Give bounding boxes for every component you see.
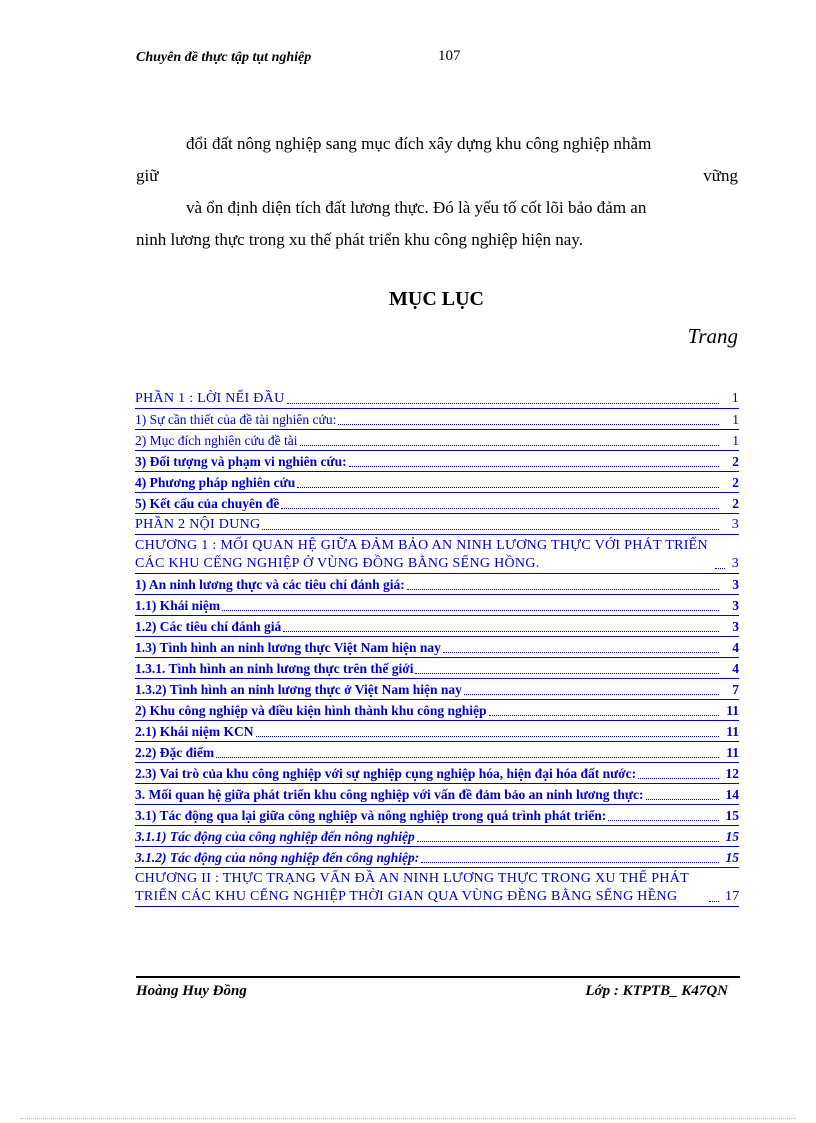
toc-entry-page: 1 <box>731 391 739 406</box>
toc-entry[interactable] <box>135 786 739 805</box>
toc-entry-page: 15 <box>725 829 739 844</box>
table-of-contents <box>135 390 739 909</box>
toc-entry-text: 4) Phương pháp nghiên cứu <box>135 475 296 490</box>
toc-entry[interactable] <box>135 660 739 679</box>
toc-entry-page: 11 <box>726 745 739 760</box>
toc-entry-text: 2.1) Khái niệm KCN <box>135 724 254 739</box>
toc-entry[interactable] <box>135 516 739 535</box>
intro-line-1: đổi đất nông nghiệp sang mục đích xây dựng khu công nghiệp nhằm <box>186 134 652 153</box>
page-edge-divider <box>20 1118 796 1119</box>
toc-leader-dots <box>281 508 719 509</box>
toc-entry-page: 1 <box>732 433 739 448</box>
intro-line-4: ninh lương thực trong xu thế phát triển khu công nghiệp hiện nay. <box>136 230 583 249</box>
toc-entry[interactable] <box>135 618 739 637</box>
toc-leader-dots <box>287 403 720 404</box>
intro-line-2-left: giữ <box>136 166 159 185</box>
header-page-number: 107 <box>438 48 461 64</box>
toc-leader-dots <box>489 715 719 716</box>
toc-entry-text: 3. Mối quan hệ giữa phát triển khu công nghiệp với vấn đề đảm bảo an ninh lương thực: <box>135 787 644 802</box>
intro-line-2 <box>136 160 738 192</box>
toc-entry-text: 3) Đối tượng và phạm vi nghiên cứu: <box>135 454 347 469</box>
footer-divider <box>136 976 740 978</box>
toc-entry-page: 15 <box>725 808 739 823</box>
toc-leader-dots <box>297 487 719 488</box>
toc-leader-dots <box>216 757 719 758</box>
toc-leader-dots <box>646 799 720 800</box>
toc-entry[interactable] <box>135 411 739 430</box>
toc-entry-text: PHẦN 1 : LỜI NỂI ĐẦU <box>135 391 285 406</box>
toc-leader-dots <box>709 901 719 902</box>
intro-paragraph <box>136 128 738 256</box>
footer-class: Lớp : KTPTB_ K47QN <box>585 983 728 999</box>
header-title: Chuyên đề thực tập tụt nghiệp <box>136 50 312 65</box>
toc-entry-text: 1) An ninh lương thực và các tiêu chí đánh giá: <box>135 577 405 592</box>
intro-line-3: và ổn định diện tích đất lương thực. Đó là yếu tố cốt lõi bảo đảm an <box>186 198 647 217</box>
toc-leader-dots <box>443 652 719 653</box>
toc-entry-text: CHƯƠNG II : THỰC TRẠNG VẤN ĐẦ AN NINH LƯƠNG THỰC TRONG XU THẾ PHÁT TRIỂN CÁC KHU CẾNG NGHIỆP THỜI GIAN QUA VÙNG ĐỀNG BẰNG SẾNG HỀNG <box>135 870 709 906</box>
toc-title: MỤC LỤC <box>389 288 484 310</box>
toc-entry-page: 2 <box>732 496 739 511</box>
toc-entry-page: 12 <box>725 766 739 781</box>
toc-entry-page: 4 <box>732 661 739 676</box>
toc-leader-dots <box>262 529 719 530</box>
toc-entry-page: 3 <box>732 577 739 592</box>
toc-entry-page: 4 <box>732 640 739 655</box>
toc-entry-page: 17 <box>725 889 740 904</box>
toc-entry[interactable] <box>135 495 739 514</box>
toc-entry-text: 3.1) Tác động qua lại giữa công nghiệp và nông nghiệp trong quá trình phát triển: <box>135 808 607 823</box>
toc-leader-dots <box>421 862 719 863</box>
toc-entry[interactable] <box>135 432 739 451</box>
toc-page-label: Trang <box>687 324 738 348</box>
toc-entry[interactable] <box>135 870 739 907</box>
toc-entry-text: 1.2) Các tiêu chí đánh giá <box>135 619 282 634</box>
toc-entry-page: 2 <box>732 454 739 469</box>
toc-leader-dots <box>417 841 719 842</box>
toc-entry[interactable] <box>135 576 739 595</box>
toc-entry-text: 3.1.1) Tác động của công nghiệp đến nông nghiệp <box>135 829 415 844</box>
toc-entry-text: 2) Mục đích nghiên cứu đề tài <box>135 433 298 448</box>
toc-entry[interactable] <box>135 723 739 742</box>
toc-leader-dots <box>300 445 719 446</box>
toc-entry[interactable] <box>135 828 739 847</box>
toc-entry[interactable] <box>135 807 739 826</box>
toc-entry[interactable] <box>135 597 739 616</box>
page-header <box>136 50 746 72</box>
toc-leader-dots <box>349 466 719 467</box>
toc-leader-dots <box>283 631 719 632</box>
toc-entry[interactable] <box>135 702 739 721</box>
toc-entry-page: 15 <box>725 850 739 865</box>
toc-leader-dots <box>407 589 719 590</box>
toc-entry-text: 5) Kết cấu của chuyên đề <box>135 496 280 511</box>
toc-entry-page: 7 <box>732 682 739 697</box>
toc-entry-text: 3.1.2) Tác động của nông nghiệp đến công nghiệp: <box>135 850 420 865</box>
toc-leader-dots <box>638 778 719 779</box>
toc-entry-page: 14 <box>725 787 739 802</box>
toc-entry-text: 2.2) Đặc điểm <box>135 745 215 760</box>
toc-leader-dots <box>415 673 719 674</box>
footer-author: Hoàng Huy Đồng <box>136 983 247 999</box>
toc-entry-page: 3 <box>732 619 739 634</box>
toc-entry-page: 3 <box>731 556 739 571</box>
toc-entry-text: 1) Sự cần thiết của đề tài nghiên cứu: <box>135 412 337 427</box>
toc-leader-dots <box>715 568 725 569</box>
toc-entry-page: 3 <box>732 598 739 613</box>
toc-entry[interactable] <box>135 765 739 784</box>
toc-entry[interactable] <box>135 639 739 658</box>
intro-line-2-right: vững <box>703 166 738 185</box>
toc-entry-text: PHẦN 2 NỘI DUNG <box>135 517 261 532</box>
toc-leader-dots <box>464 694 719 695</box>
toc-entry[interactable] <box>135 474 739 493</box>
toc-entry-page: 1 <box>732 412 739 427</box>
toc-leader-dots <box>608 820 719 821</box>
toc-entry-text: CHƯƠNG 1 : MỐI QUAN HỆ GIỮA ĐẢM BẢO AN NINH LƯƠNG THỰC VỚI PHÁT TRIỂN CÁC KHU CẾNG NGHIỆP Ở VÙNG ĐỒNG BẰNG SẾNG HỒNG. <box>135 537 715 573</box>
toc-leader-dots <box>222 610 719 611</box>
toc-entry-text: 1.3.1. Tình hình an ninh lương thực trên thế giới <box>135 661 414 676</box>
toc-entry-text: 2) Khu công nghiệp và điều kiện hình thành khu công nghiệp <box>135 703 487 718</box>
toc-entry-text: 1.3.2) Tình hình an ninh lương thực ở Việt Nam hiện nay <box>135 682 462 697</box>
toc-entry-page: 3 <box>731 517 739 532</box>
toc-entry-page: 2 <box>732 475 739 490</box>
toc-leader-dots <box>256 736 719 737</box>
toc-entry[interactable] <box>135 744 739 763</box>
toc-entry[interactable] <box>135 537 739 574</box>
toc-entry[interactable] <box>135 849 739 868</box>
toc-entry-text: 1.1) Khái niệm <box>135 598 221 613</box>
toc-entry-text: 2.3) Vai trò của khu công nghiệp với sự nghiệp cụng nghiệp hóa, hiện đại hóa đất nước: <box>135 766 637 781</box>
toc-leader-dots <box>338 424 719 425</box>
toc-entry[interactable] <box>135 453 739 472</box>
toc-entry[interactable] <box>135 390 739 409</box>
toc-entry-page: 11 <box>726 703 739 718</box>
toc-entry-text: 1.3) Tình hình an ninh lương thực Việt Nam hiện nay <box>135 640 441 655</box>
toc-entry-page: 11 <box>726 724 739 739</box>
toc-entry[interactable] <box>135 681 739 700</box>
